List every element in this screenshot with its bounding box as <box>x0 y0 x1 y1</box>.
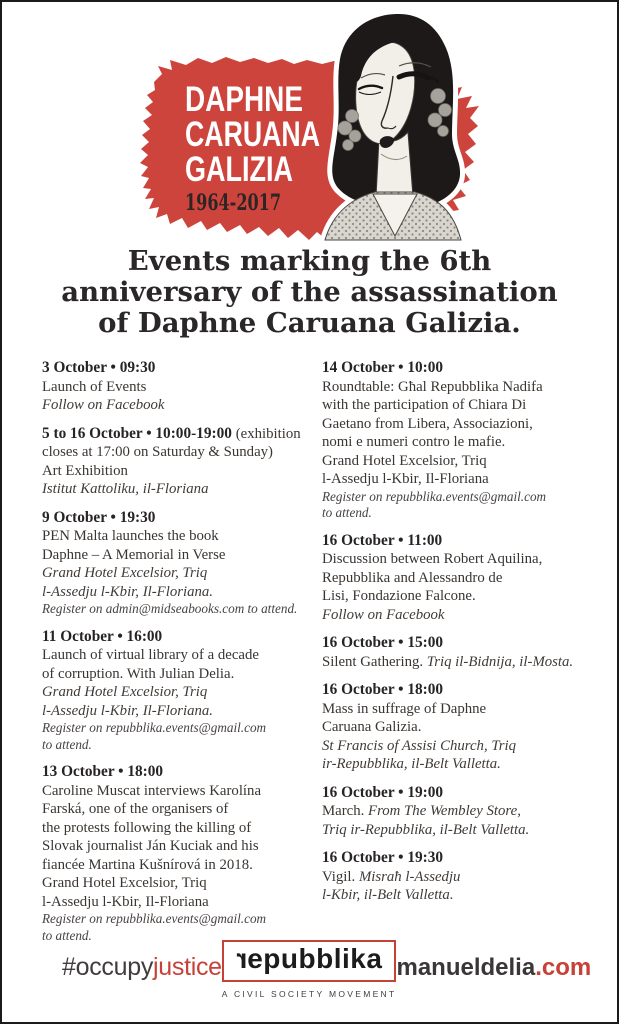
event-line <box>42 893 322 912</box>
event-line <box>322 784 581 803</box>
event-text-segment: 13 October • 18:00 <box>42 763 164 780</box>
event-text-segment: with the participation of Chiara Di <box>322 397 527 413</box>
event-text-segment: Follow on Facebook <box>42 397 165 413</box>
event-line <box>322 821 581 840</box>
event-line <box>322 470 581 489</box>
manueldelia-name-text: manueldelia <box>396 954 536 981</box>
event-text-segment: ir-Repubblika, il-Belt Valletta. <box>322 756 501 772</box>
occupy-justice-text: justice <box>153 953 222 981</box>
event-text-segment: Art Exhibition <box>42 462 128 479</box>
event-item <box>42 763 322 944</box>
event-text-segment: Launch of Events <box>42 378 147 395</box>
event-line <box>322 700 581 719</box>
event-item <box>42 628 322 754</box>
banner-graphic <box>2 2 619 247</box>
banner-name-line1: DAPHNE <box>185 80 303 119</box>
page-title <box>2 246 617 339</box>
repubblika-mirrored-r: r <box>235 943 248 974</box>
occupyjustice-logo <box>62 940 222 982</box>
event-line <box>42 737 322 754</box>
event-line <box>42 462 322 481</box>
event-text-segment: nomi e numeri contro le mafie. <box>322 434 506 450</box>
manueldelia-logo <box>396 940 591 982</box>
event-text-segment: l-Assedju l-Kbir, Il-Floriana <box>42 893 209 910</box>
event-item <box>42 509 322 618</box>
event-line <box>322 718 581 737</box>
event-line <box>42 601 322 618</box>
event-text-segment: Slovak journalist Ján Kuciak and his <box>42 838 259 854</box>
event-line <box>322 532 581 551</box>
event-text-segment: 16 October • 19:00 <box>322 783 444 801</box>
event-line <box>322 737 581 756</box>
event-line <box>42 480 322 499</box>
event-line <box>42 702 322 721</box>
event-text-segment: Lisi, Fondazione Falcone. <box>322 588 476 604</box>
events-column-right <box>322 359 581 954</box>
event-text-segment: St Francis of Assisi Church, Triq <box>322 737 517 754</box>
event-text-segment: l-Assedju l-Kbir, Il-Floriana. <box>42 702 213 719</box>
event-line <box>322 868 581 887</box>
page-title-line: Events marking the 6th <box>127 245 492 277</box>
event-text-segment: Grand Hotel Excelsior, Triq <box>42 875 207 891</box>
event-text-segment: Register on repubblika.events@gmail.com <box>322 488 547 504</box>
event-line <box>322 550 581 569</box>
event-text-segment: Repubblika and Alessandro de <box>322 569 503 586</box>
event-text-segment: Register on admin@midseabooks.com to attend. <box>42 601 298 616</box>
event-text-segment: Register on repubblika.events@gmail.com <box>42 911 267 926</box>
event-text-segment: closes at 17:00 on Saturday & Sunday) <box>42 444 273 460</box>
event-line <box>42 546 322 565</box>
repubblika-logo-box <box>222 940 397 982</box>
event-line <box>42 628 322 647</box>
event-text-segment: of corruption. With Julian Delia. <box>42 665 235 682</box>
event-text-segment: From The Wembley Store, <box>368 803 521 819</box>
page-title-line: anniversary of the assassination <box>61 276 558 308</box>
event-line <box>322 452 581 471</box>
event-line <box>322 433 581 452</box>
event-line <box>42 443 322 462</box>
event-text-segment: 16 October • 19:30 <box>322 849 444 866</box>
repubblika-logo <box>222 940 397 999</box>
banner-name-line3: GALIZIA <box>185 150 293 189</box>
event-item <box>322 681 581 774</box>
event-text-segment: Farská, one of the organisers of <box>42 801 229 817</box>
event-item <box>322 784 581 840</box>
event-line <box>322 886 581 905</box>
event-line <box>42 665 322 684</box>
event-text-segment: to attend. <box>42 736 92 752</box>
event-text-segment: (exhibition <box>235 425 301 442</box>
event-item <box>42 425 322 499</box>
occupy-hash-text: #occupy <box>62 953 154 981</box>
event-line <box>42 425 322 444</box>
event-text-segment: 16 October • 18:00 <box>322 681 444 698</box>
event-line <box>322 415 581 434</box>
event-line <box>42 782 322 801</box>
event-text-segment: Triq ir-Repubblika, il-Belt Valletta. <box>322 821 530 838</box>
event-text-segment: Grand Hotel Excelsior, Triq <box>322 452 487 469</box>
event-text-segment: the protests following the killing of <box>42 819 252 836</box>
event-line <box>42 583 322 602</box>
repubblika-tagline: A CIVIL SOCIETY MOVEMENT <box>221 989 397 999</box>
event-line <box>322 359 581 378</box>
daphne-portrait-illustration <box>325 14 461 240</box>
event-text-segment: Caruana Galizia. <box>322 719 422 735</box>
event-text-segment: to attend. <box>322 505 372 520</box>
event-line <box>42 359 322 378</box>
event-text-segment: Mass in suffrage of Daphne <box>322 700 487 717</box>
footer <box>2 940 617 999</box>
page-title-line: of Daphne Caruana Galizia. <box>98 307 521 339</box>
event-text-segment: to attend. <box>42 927 92 943</box>
event-line <box>42 763 322 782</box>
event-text-segment: Grand Hotel Excelsior, Triq <box>42 565 208 581</box>
event-text-segment: Misraħ l-Assedju <box>358 868 461 885</box>
event-line <box>42 509 322 528</box>
event-text-segment: Launch of virtual library of a decade <box>42 647 259 663</box>
event-item <box>322 359 581 522</box>
banner-name-line2: CARUANA <box>185 115 320 154</box>
event-text-segment: Istitut Kattoliku, il-Floriana <box>42 481 209 497</box>
manueldelia-com-text: .com <box>535 954 592 981</box>
event-line <box>322 634 581 653</box>
event-text-segment: Grand Hotel Excelsior, Triq <box>42 684 208 700</box>
event-line <box>322 396 581 415</box>
event-text-segment: Vigil. <box>322 868 359 885</box>
event-line <box>42 527 322 546</box>
event-line <box>42 837 322 856</box>
repubblika-logo-text: epubblika <box>247 943 383 974</box>
banner-years: 1964-2017 <box>185 190 281 216</box>
event-line <box>42 819 322 838</box>
event-text-segment: Roundtable: Għal Repubblika Nadifa <box>322 378 543 395</box>
event-line <box>322 755 581 774</box>
event-text-segment: Gaetano from Libera, Associazioni, <box>322 415 533 432</box>
event-text-segment: Triq il-Bidnija, il-Mosta. <box>426 653 574 670</box>
event-text-segment: Follow on Facebook <box>322 606 445 623</box>
event-text-segment: 16 October • 15:00 <box>322 634 444 651</box>
event-text-segment: Daphne – A Memorial in Verse <box>42 546 226 563</box>
event-text-segment: 5 to 16 October • 10:00-19:00 <box>42 424 236 442</box>
event-item <box>42 359 322 415</box>
event-line <box>322 505 581 522</box>
event-line <box>42 800 322 819</box>
event-text-segment: 14 October • 10:00 <box>322 359 444 376</box>
event-text-segment: Register on repubblika.events@gmail.com <box>42 720 267 735</box>
event-line <box>322 378 581 397</box>
event-text-segment: l-Kbir, il-Belt Valletta. <box>322 887 454 903</box>
event-line <box>322 587 581 606</box>
event-line <box>322 849 581 868</box>
event-text-segment: 11 October • 16:00 <box>42 627 163 645</box>
event-line <box>42 683 322 702</box>
event-line <box>322 489 581 506</box>
event-line <box>42 720 322 737</box>
event-item <box>322 849 581 905</box>
events-columns <box>2 359 617 954</box>
event-text-segment: l-Assedju l-Kbir, Il-Floriana. <box>42 583 213 600</box>
event-text-segment: 16 October • 11:00 <box>322 531 443 549</box>
event-line <box>42 564 322 583</box>
event-text-segment: l-Assedju l-Kbir, Il-Floriana <box>322 471 489 487</box>
event-text-segment: 9 October • 19:30 <box>42 508 156 526</box>
event-line <box>322 653 581 672</box>
event-item <box>322 634 581 671</box>
event-text-segment: Discussion between Robert Aquilina, <box>322 551 543 567</box>
event-line <box>42 856 322 875</box>
event-text-segment: Silent Gathering. <box>322 653 427 670</box>
event-line <box>42 646 322 665</box>
event-line <box>42 396 322 415</box>
event-text-segment: March. <box>322 803 369 819</box>
event-text-segment: fiancée Martina Kušnírová in 2018. <box>42 856 253 873</box>
event-line <box>322 681 581 700</box>
event-line <box>42 378 322 397</box>
event-text-segment: Caroline Muscat interviews Karolína <box>42 782 262 799</box>
event-text-segment: 3 October • 09:30 <box>42 359 156 376</box>
event-text-segment: PEN Malta launches the book <box>42 528 219 544</box>
event-line <box>322 802 581 821</box>
events-column-left <box>42 359 322 954</box>
event-item <box>322 532 581 625</box>
event-line <box>42 911 322 928</box>
event-line <box>322 606 581 625</box>
event-line <box>322 569 581 588</box>
event-line <box>42 874 322 893</box>
